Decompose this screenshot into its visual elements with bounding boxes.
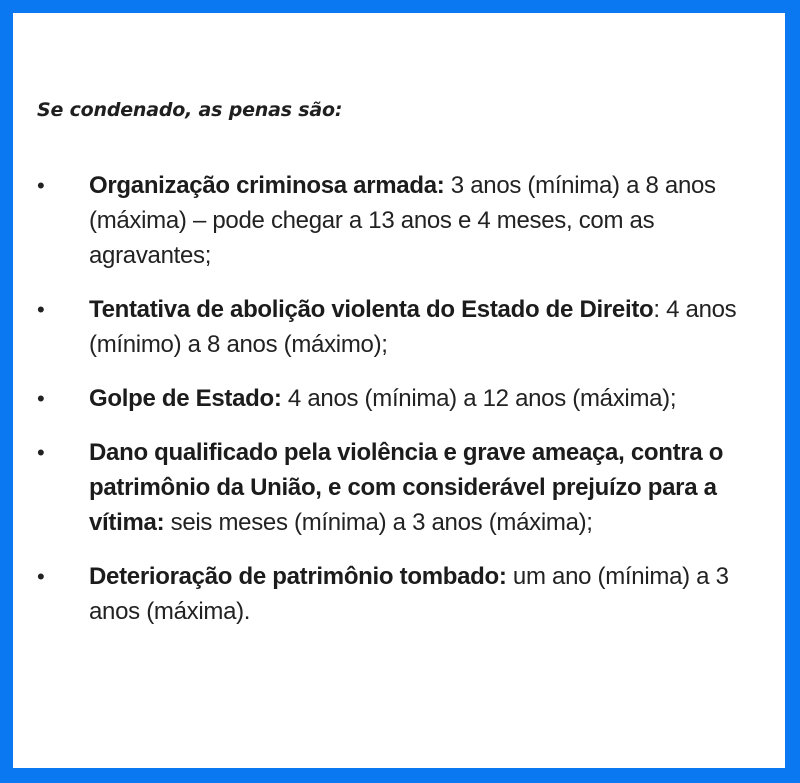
list-item: [13, 168, 785, 273]
item-term: Deterioração de patrimônio tombado:: [89, 563, 507, 590]
intro-heading: Se condenado, as penas são:: [37, 99, 343, 121]
item-text: 3 anos (mínima) a 8 anos (máxima) – pode chegar a 13 anos e 4 meses, com as agravantes;: [89, 172, 716, 269]
item-text: 4 anos (mínima) a 12 anos (máxima);: [281, 385, 677, 412]
bullet-icon: •: [37, 564, 45, 589]
item-term: Dano qualificado pela violência e grave ameaça, contra o patrimônio da União, e com considerável prejuízo para a vítima:: [89, 439, 724, 536]
item-term: Golpe de Estado:: [89, 385, 282, 412]
list-item: [13, 292, 785, 362]
penalties-list: [13, 168, 785, 648]
bullet-icon: •: [37, 173, 45, 198]
bullet-icon: •: [37, 297, 45, 322]
item-text: um ano (mínima) a 3 anos (máxima).: [89, 563, 729, 625]
bullet-icon: •: [37, 386, 45, 411]
bullet-icon: •: [37, 440, 45, 465]
list-item: [13, 559, 785, 629]
item-text: : 4 anos (mínimo) a 8 anos (máximo);: [89, 296, 737, 358]
item-term: Organização criminosa armada:: [89, 172, 445, 199]
list-item: [13, 435, 785, 540]
content-card: [13, 13, 785, 768]
item-text: seis meses (mínima) a 3 anos (máxima);: [164, 509, 593, 536]
item-term: Tentativa de abolição violenta do Estado de Direito: [89, 296, 654, 323]
list-item: [13, 381, 785, 416]
